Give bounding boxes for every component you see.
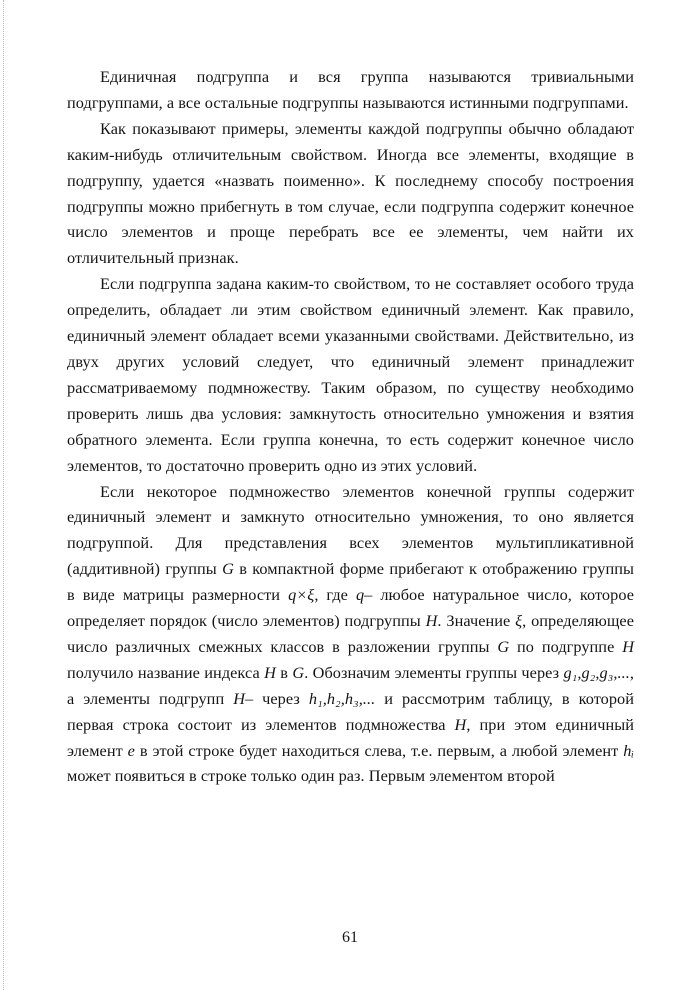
p4-text-5: . Значение — [437, 611, 516, 631]
p4-math-H: H — [454, 714, 467, 734]
page-edge-perforation — [3, 0, 4, 990]
p4-math-subgroup-elements: h₁,h₂,h₃,... — [308, 688, 376, 708]
p4-math-H: H — [622, 636, 634, 656]
p4-text-8: получило название индекса — [67, 662, 265, 682]
p4-math-G: G — [292, 662, 305, 682]
p4-text-1: Если некоторое подмножество элементов конечной группы содержит единичный элемент и замкнуто относительно умножения, то оно является подгруппой. Для представления всех элементов мультипликативной (аддитивной) группы — [67, 481, 634, 579]
p4-math-H: H — [425, 611, 438, 631]
p4-math-G: G — [222, 559, 234, 579]
p4-text-7: по подгруппе — [509, 636, 623, 656]
p4-text-13: и рассмотрим таблицу, в которой первая строка состоит из элементов подмножества — [67, 688, 634, 734]
p4-math-dimension: q×ξ — [288, 585, 315, 605]
paragraph-3: Если подгруппа задана каким-то свойством, то не составляет особого труда определить, обладает ли этим свойством единичный элемент. Как правило, единичный элемент обладает всеми указанными свойствами. Действительно, из двух других условий следует, что единичный элемент принадлежит рассматриваемому подмножеству. Таким образом, по существу необходимо проверить лишь два условия: замкнутость относительно умножения и взятия обратного элемента. Если группа конечна, то есть содержит конечное число элементов, то достаточно проверить одно из этих условий. — [67, 274, 634, 475]
p4-math-group-elements: g₁,g₂,g₃,... — [563, 662, 630, 682]
p4-math-q: q — [355, 585, 365, 605]
p4-text-14: , при этом единичный элемент — [67, 714, 634, 760]
p4-math-e: e — [127, 740, 135, 760]
p4-text-4: – любое натуральное число, которое определяет порядок (число элементов) подгруппы — [67, 585, 634, 631]
p4-math-xi: ξ — [515, 611, 523, 631]
p4-text-9: в — [275, 662, 293, 682]
p4-text-10: . Обозначим элементы группы через — [304, 662, 564, 682]
paragraph-1: Единичная подгруппа и вся группа называются тривиальными подгруппами, а все остальные подгруппы называются истинными подгруппами. — [67, 67, 634, 112]
p4-math-H: H — [264, 662, 276, 682]
p4-math-hi: hᵢ — [623, 740, 635, 760]
body-text — [67, 64, 634, 789]
p4-math-H: H — [233, 688, 245, 708]
p4-text-2: в компактной форме прибегают к отображению группы в виде матрицы размерности — [67, 559, 634, 605]
p4-text-15: в этой строке будет находиться слева, т.е. первым, а любой элемент — [134, 740, 624, 760]
paragraph-4 — [67, 479, 634, 790]
p4-text-16: может появиться в строке только один раз. Первым элементом второй — [67, 766, 555, 786]
p4-math-G: G — [497, 636, 510, 656]
p4-text-12: – через — [245, 688, 309, 708]
p4-text-3: , где — [314, 585, 356, 605]
page-number: 61 — [342, 929, 358, 946]
paragraph-2: Как показывают примеры, элементы каждой подгруппы обычно обладают каким-нибудь отличительным свойством. Иногда все элементы, входящие в подгруппу, удается «назвать поименно». К последнему способу построения подгруппы можно прибегнуть в том случае, если подгруппа содержит конечное число элементов и проще перебрать все ее элементы, чем найти их отличительный признак. — [67, 118, 634, 268]
p4-text-11: , а элементы подгрупп — [67, 662, 635, 708]
p4-text-6: , определяющее число различных смежных классов в разложении группы — [67, 611, 634, 656]
